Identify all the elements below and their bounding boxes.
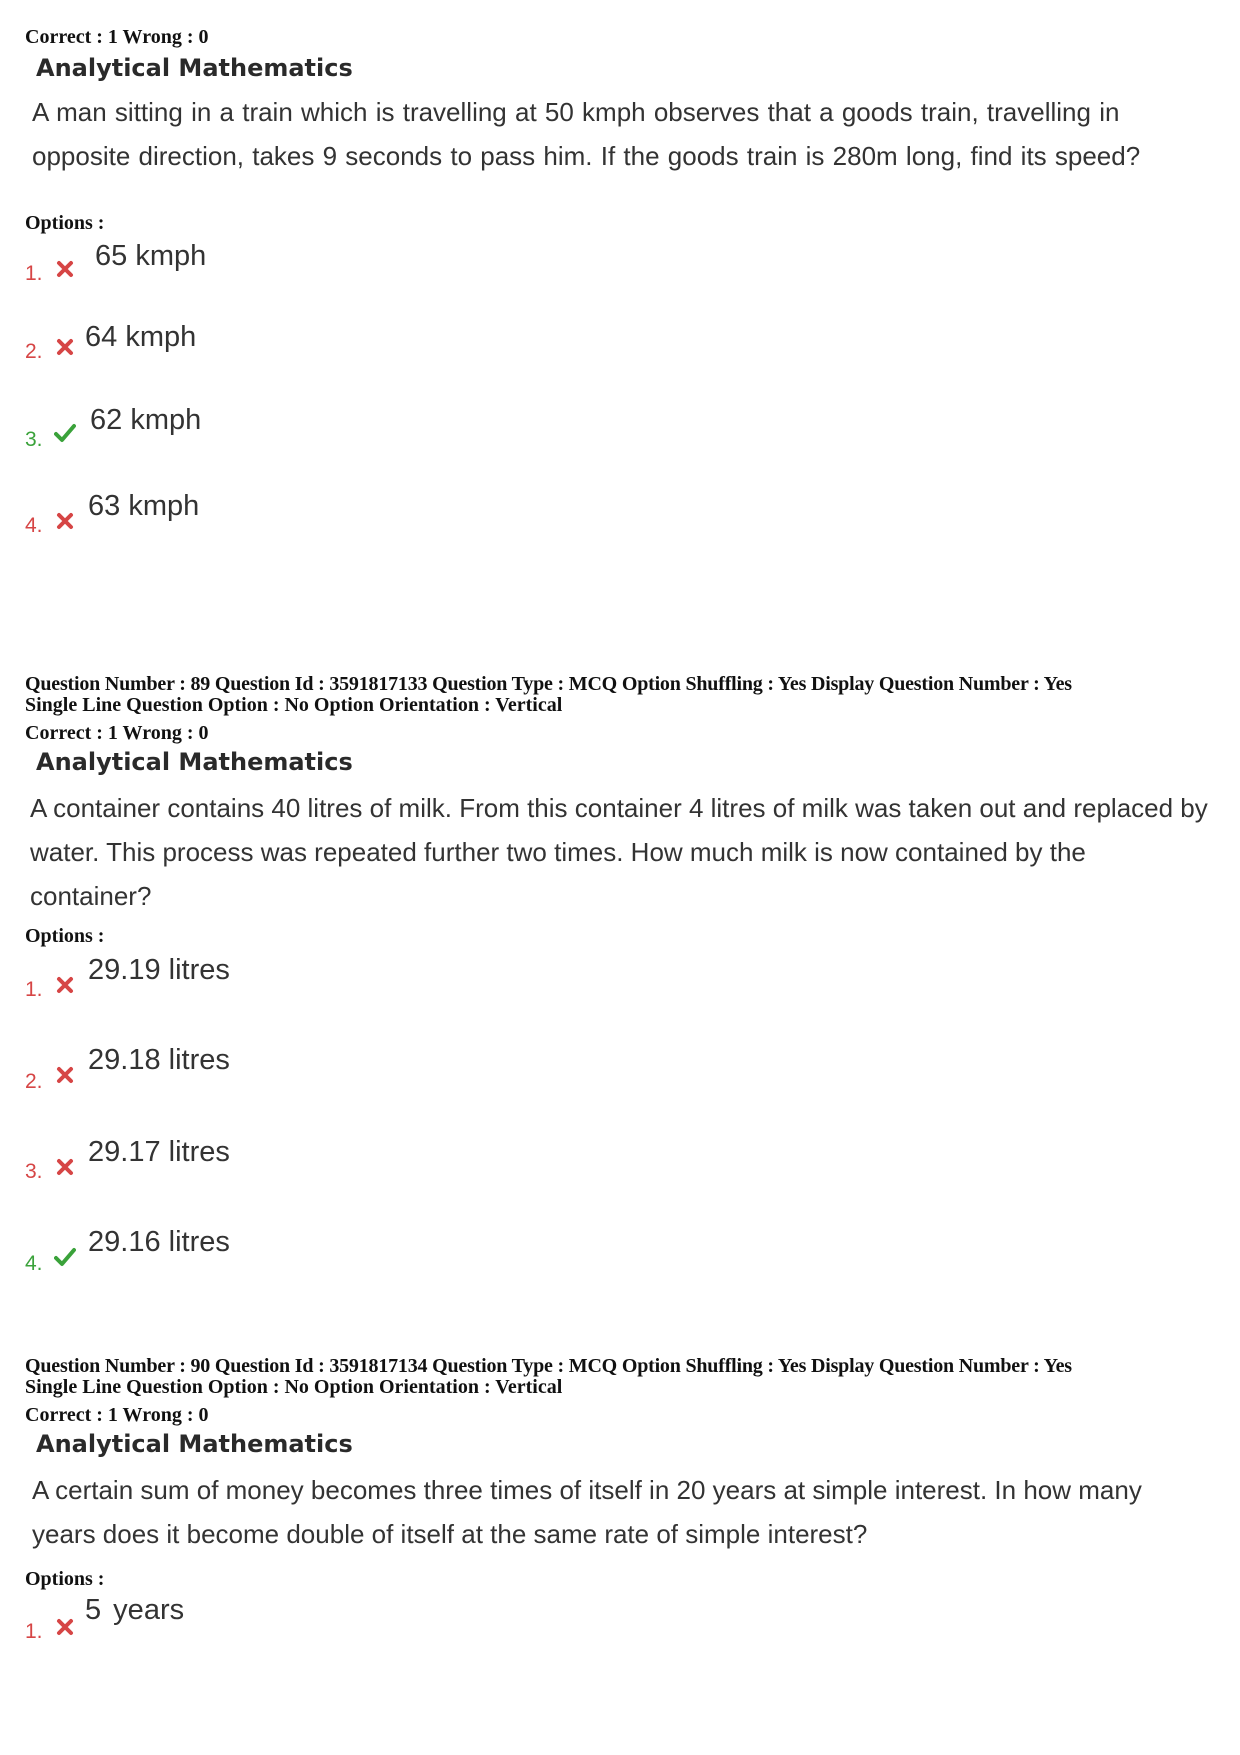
- cross-mark-icon: [54, 258, 76, 280]
- option-text: 29.18 litres: [88, 1044, 230, 1076]
- options-label: Options :: [25, 1568, 105, 1590]
- question-text: A man sitting in a train which is travelling at 50 kmph observes that a goods train, travelling in opposite direction, takes 9 seconds to pass him. If the goods train is 280m long, find its speed?: [32, 97, 1141, 171]
- question-text: A container contains 40 litres of milk. From this container 4 litres of milk was taken out and replaced by water. This process was repeated further two times. How much milk is now contained by the container?: [30, 793, 1208, 911]
- check-mark-icon: [54, 1246, 76, 1268]
- score-line: Correct : 1 Wrong : 0: [25, 722, 209, 744]
- cross-mark-icon: [54, 974, 76, 996]
- cross-mark-icon: [54, 1616, 76, 1638]
- question-text: A certain sum of money becomes three times of itself in 20 years at simple interest. In how many years does it become double of itself at the same rate of simple interest?: [32, 1475, 1142, 1549]
- score-line: Correct : 1 Wrong : 0: [25, 1404, 209, 1426]
- option-number: 4.: [25, 514, 43, 537]
- option-text: 5 years: [85, 1594, 185, 1626]
- subject-title: Analytical Mathematics: [36, 54, 353, 82]
- option-number: 4.: [25, 1252, 43, 1275]
- option-text: 63 kmph: [88, 490, 200, 522]
- option-text: 29.17 litres: [88, 1136, 230, 1168]
- score-line: Correct : 1 Wrong : 0: [25, 26, 209, 48]
- option-text: 29.16 litres: [88, 1226, 230, 1258]
- option-text: 64 kmph: [85, 321, 197, 353]
- options-label: Options :: [25, 925, 105, 947]
- question-meta-line: Single Line Question Option : No Option Orientation : Vertical: [25, 694, 563, 716]
- cross-mark-icon: [54, 1156, 76, 1178]
- option-number: 3.: [25, 1160, 43, 1183]
- option-text: 29.19 litres: [88, 954, 230, 986]
- option-text: 62 kmph: [90, 404, 202, 436]
- option-text: 65 kmph: [95, 240, 207, 272]
- options-label: Options :: [25, 212, 105, 234]
- option-number: 3.: [25, 428, 43, 451]
- question-meta-line: Question Number : 89 Question Id : 3591817133 Question Type : MCQ Option Shuffling : Yes Display Question Number : Yes: [25, 673, 1072, 695]
- subject-title: Analytical Mathematics: [36, 1430, 353, 1458]
- question-meta-line: Single Line Question Option : No Option Orientation : Vertical: [25, 1376, 563, 1398]
- cross-mark-icon: [54, 510, 76, 532]
- check-mark-icon: [54, 422, 76, 444]
- subject-title: Analytical Mathematics: [36, 748, 353, 776]
- option-number: 2.: [25, 340, 43, 363]
- option-number: 1.: [25, 978, 43, 1001]
- cross-mark-icon: [54, 1064, 76, 1086]
- question-meta-line: Question Number : 90 Question Id : 3591817134 Question Type : MCQ Option Shuffling : Yes Display Question Number : Yes: [25, 1355, 1072, 1377]
- option-number: 2.: [25, 1070, 43, 1093]
- option-number: 1.: [25, 1620, 43, 1643]
- cross-mark-icon: [54, 336, 76, 358]
- option-number: 1.: [25, 262, 43, 285]
